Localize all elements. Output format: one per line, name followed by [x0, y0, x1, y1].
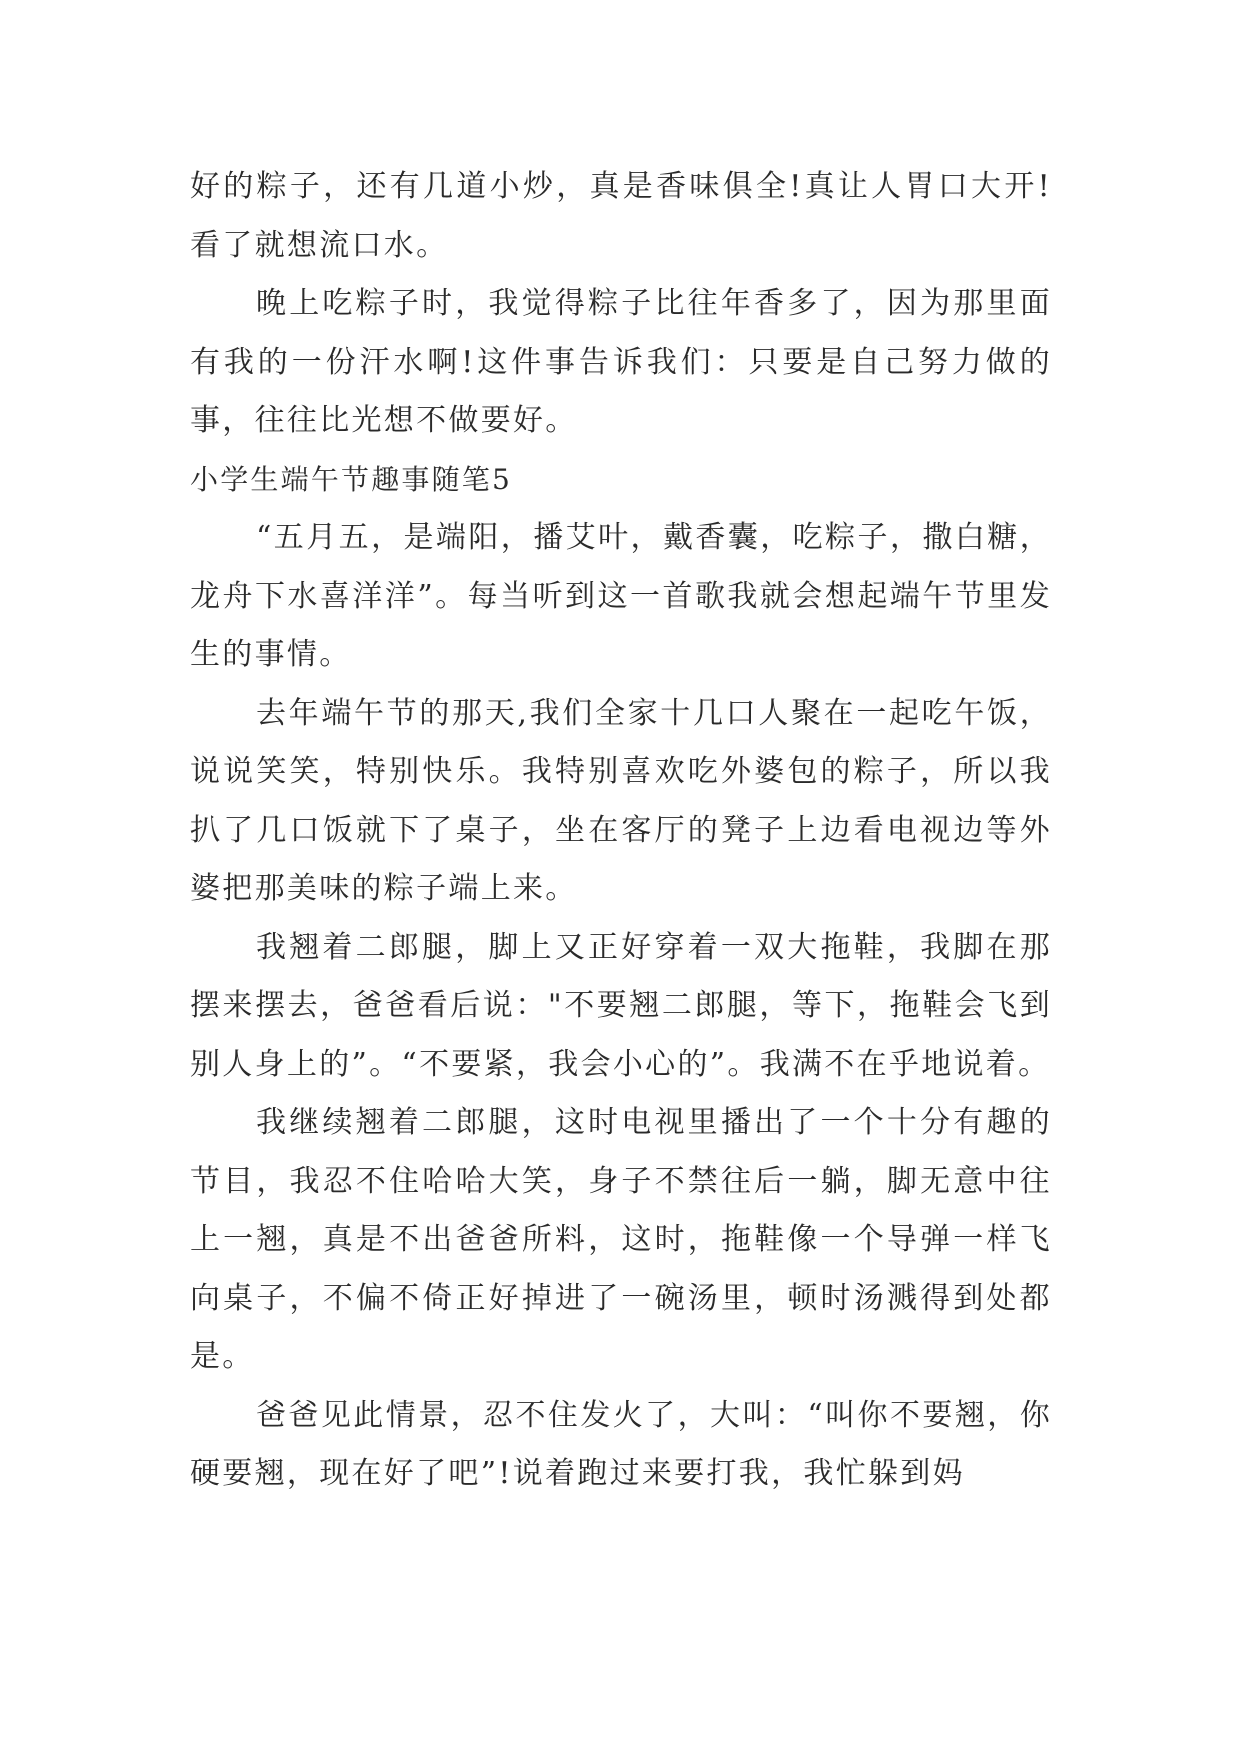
paragraph: “五月五，是端阳，播艾叶，戴香囊，吃粽子，撒白糖，龙舟下水喜洋洋”。每当听到这一首歌我就会想起端午节里发生的事情。	[190, 520, 1052, 672]
paragraph: 晚上吃粽子时，我觉得粽子比往年香多了，因为那里面有我的一份汗水啊!这件事告诉我们：只要是自己努力做的事，往往比光想不做要好。	[190, 286, 1052, 438]
paragraph-continued: 好的粽子，还有几道小炒，真是香味俱全!真让人胃口大开!看了就想流口水。	[190, 169, 1052, 263]
paragraph: 去年端午节的那天,我们全家十几口人聚在一起吃午饭，说说笑笑，特别快乐。我特别喜欢吃外婆包的粽子，所以我扒了几口饭就下了桌子，坐在客厅的凳子上边看电视边等外婆把那美味的粽子端上来。	[190, 695, 1052, 906]
document-body	[190, 158, 1052, 1504]
section-heading: 小学生端午节趣事随笔5	[190, 462, 513, 496]
paragraph: 我继续翘着二郎腿，这时电视里播出了一个十分有趣的节目，我忍不住哈哈大笑，身子不禁往后一躺，脚无意中往上一翘，真是不出爸爸所料，这时，拖鞋像一个导弹一样飞向桌子，不偏不倚正好掉进了一碗汤里，顿时汤溅得到处都是。	[190, 1105, 1052, 1374]
paragraph: 爸爸见此情景，忍不住发火了，大叫：“叫你不要翘，你硬要翘，现在好了吧”!说着跑过来要打我，我忙躲到妈	[190, 1397, 1052, 1491]
paragraph: 我翘着二郎腿，脚上又正好穿着一双大拖鞋，我脚在那摆来摆去，爸爸看后说："不要翘二郎腿，等下，拖鞋会飞到别人身上的”。“不要紧，我会小心的”。我满不在乎地说着。	[190, 929, 1052, 1082]
